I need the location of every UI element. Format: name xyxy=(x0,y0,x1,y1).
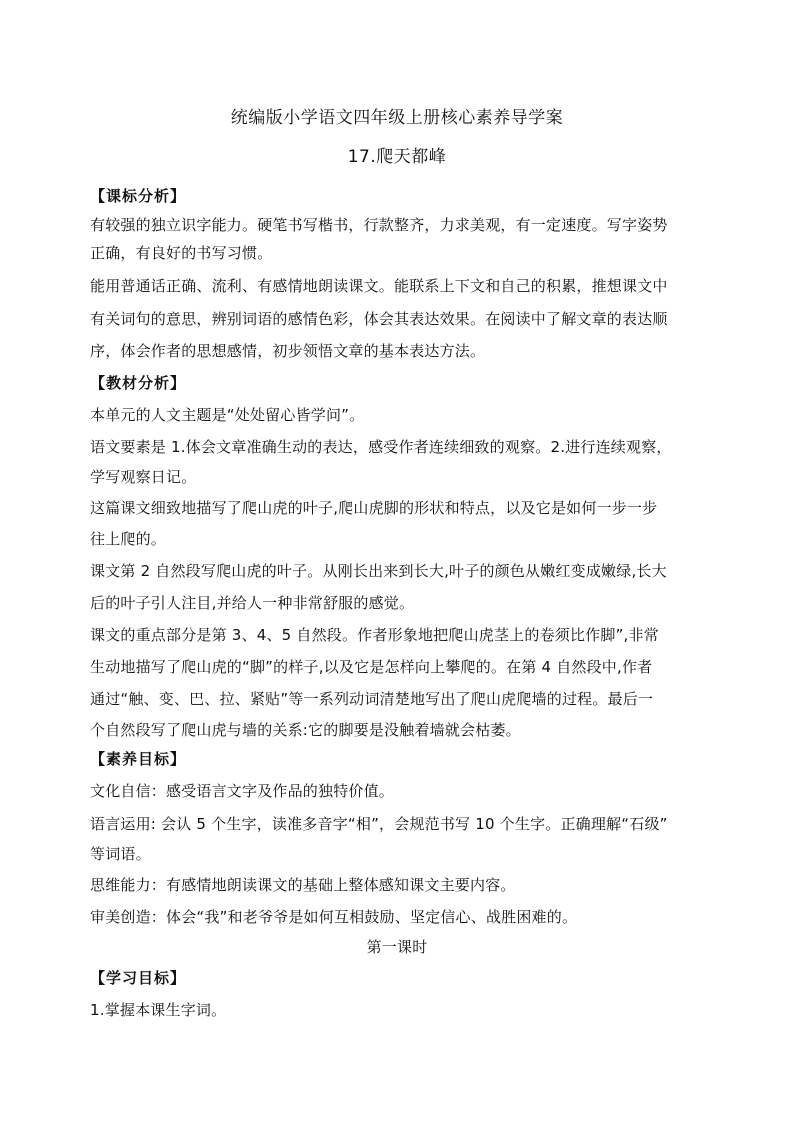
literacy-line-3: 等词语。 xyxy=(90,845,151,863)
literacy-line-4: 思维能力：有感情地朗读课文的基础上整体感知课文主要内容。 xyxy=(90,876,516,894)
textbook-line-9: 生动地描写了爬山虎的“脚”的样子,以及它是怎样向上攀爬的。在第 4 自然段中,作者 xyxy=(90,658,653,676)
literacy-line-2: 语言运用: 会认 5 个生字，读准多音字“相”，会规范书写 10 个生字。正确理解“石级” xyxy=(90,815,668,833)
textbook-line-5: 往上爬的。 xyxy=(90,530,167,548)
textbook-line-7: 后的叶子引人注目,并给人一种非常舒服的感觉。 xyxy=(90,594,415,612)
curriculum-line-5: 序，体会作者的思想感情，初步领悟文章的基本表达方法。 xyxy=(90,342,486,360)
curriculum-line-2: 正确，有良好的书写习惯。 xyxy=(90,244,273,262)
lesson-title: 17.爬天都峰 xyxy=(347,147,447,167)
section-heading-learning-goals: 【学习目标】 xyxy=(90,969,187,987)
textbook-line-1: 本单元的人文主题是“处处留心皆学问”。 xyxy=(90,406,365,424)
curriculum-line-3: 能用普通话正确、流利、有感情地朗读课文。能联系上下文和自己的积累，推想课文中 xyxy=(90,277,668,295)
document-title: 统编版小学语文四年级上册核心素养导学案 xyxy=(230,108,564,128)
lesson-one-label: 第一课时 xyxy=(366,938,428,956)
textbook-line-3: 学写观察日记。 xyxy=(90,468,197,486)
textbook-line-8: 课文的重点部分是第 3、4、5 自然段。作者形象地把爬山虎茎上的卷须比作脚”,非常 xyxy=(90,626,659,644)
section-heading-curriculum: 【课标分析】 xyxy=(90,187,187,205)
learning-goals-line-1: 1.掌握本课生字词。 xyxy=(90,1001,227,1019)
textbook-line-4: 这篇课文细致地描写了爬山虎的叶子,爬山虎脚的形状和特点，以及它是如何一步一步 xyxy=(90,499,658,517)
textbook-line-6: 课文第 2 自然段写爬山虎的叶子。从刚长出来到长大,叶子的颜色从嫩红变成嫩绿,长大 xyxy=(90,562,667,580)
section-heading-textbook: 【教材分析】 xyxy=(90,374,187,392)
curriculum-line-4: 有关词句的意思，辨别词语的感情色彩，体会其表达效果。在阅读中了解文章的表达顺 xyxy=(90,310,668,328)
section-heading-literacy: 【素养目标】 xyxy=(90,750,187,768)
literacy-line-1: 文化自信：感受语言文字及作品的独特价值。 xyxy=(90,782,395,800)
literacy-line-5: 审美创造：体会“我”和老爷爷是如何互相鼓励、坚定信心、战胜困难的。 xyxy=(90,908,578,926)
curriculum-line-1: 有较强的独立识字能力。硬笔书写楷书，行款整齐，力求美观，有一定速度。写字姿势 xyxy=(90,216,668,234)
textbook-line-10: 通过“触、变、巴、拉、紧贴”等一系列动词清楚地写出了爬山虎爬墙的过程。最后一 xyxy=(90,690,654,708)
textbook-line-2: 语文要素是 1.体会文章准确生动的表达，感受作者连续细致的观察。2.进行连续观察， xyxy=(90,438,672,456)
textbook-line-11: 个自然段写了爬山虎与墙的关系:它的脚要是没触着墙就会枯萎。 xyxy=(90,721,521,739)
